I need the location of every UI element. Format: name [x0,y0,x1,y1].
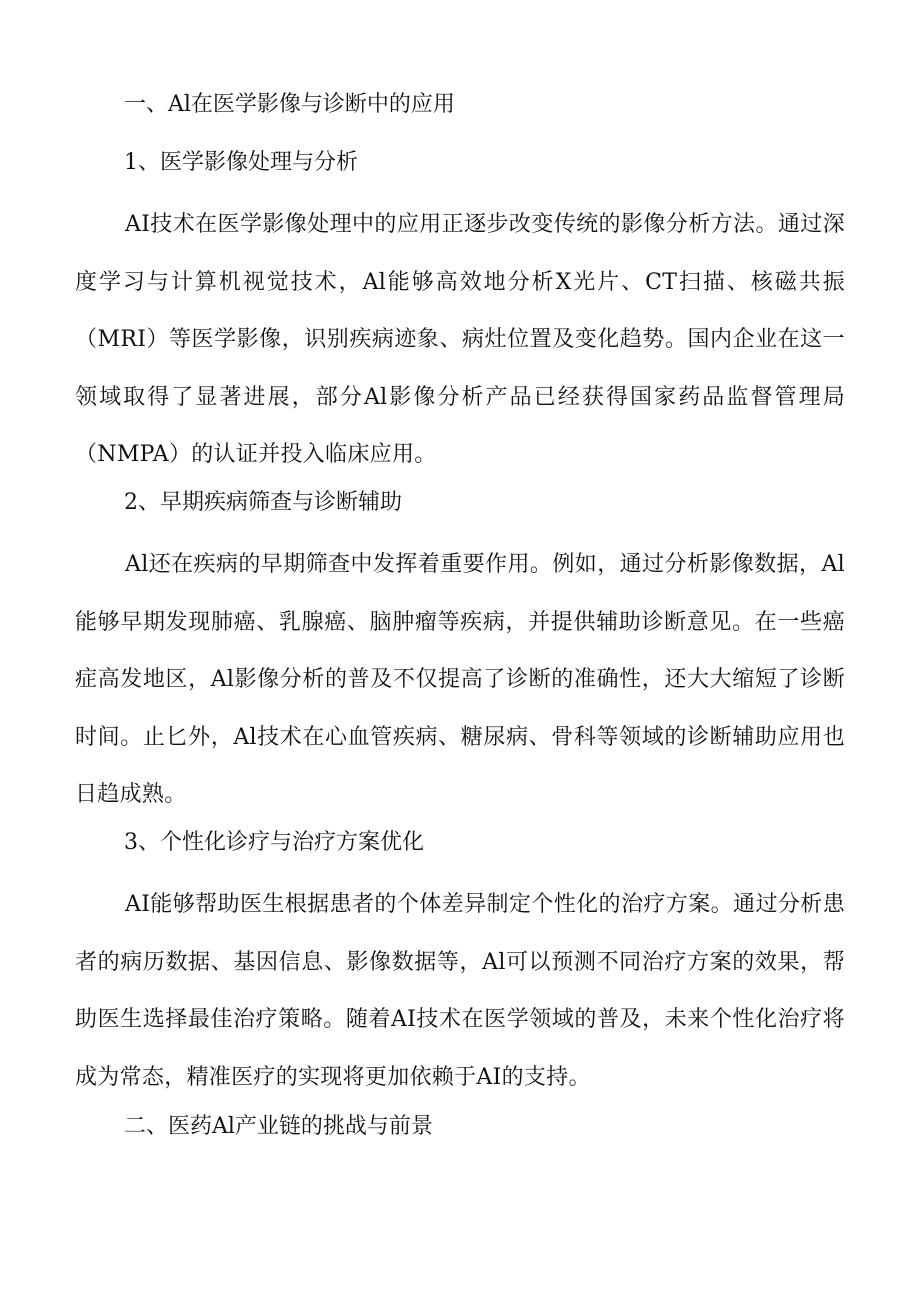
section-heading-2: 二、医药Al产业链的挑战与前景 [124,1114,433,1139]
subsection-heading-1: 1、医学影像处理与分析 [124,150,358,175]
paragraph-imaging-analysis: AI技术在医学影像处理中的应用正逐步改变传统的影像分析方法。通过深度学习与计算机视觉技术，Al能够高效地分析X光片、CT扫描、核磁共振（MRI）等医学影像，识别疾病迹象、病灶位置及变化趋势。国内企业在这一领域取得了显著进展，部分Al影像分析产品已经获得国家药品监督管理局（NMPA）的认证并投入临床应用。 [75,212,845,468]
subsection-heading-2: 2、早期疾病筛查与诊断辅助 [124,490,402,515]
subsection-heading-3: 3、个性化诊疗与治疗方案优化 [124,830,424,855]
paragraph-personalized-treatment: AI能够帮助医生根据患者的个体差异制定个性化的治疗方案。通过分析患者的病历数据、基因信息、影像数据等，Al可以预测不同治疗方案的效果，帮助医生选择最佳治疗策略。随着AI技术在医学领域的普及，未来个性化治疗将成为常态，精准医疗的实现将更加依赖于AI的支持。 [75,892,845,1090]
paragraph-early-screening: Al还在疾病的早期筛查中发挥着重要作用。例如，通过分析影像数据，Al能够早期发现肺癌、乳腺癌、脑肿瘤等疾病，并提供辅助诊断意见。在一些癌症高发地区，Al影像分析的普及不仅提高了诊断的准确性，还大大缩短了诊断时间。止匕外，Al技术在心血管疾病、糖尿病、骨科等领域的诊断辅助应用也日趋成熟。 [75,552,845,808]
section-heading-1: 一、Al在医学影像与诊断中的应用 [124,92,455,117]
